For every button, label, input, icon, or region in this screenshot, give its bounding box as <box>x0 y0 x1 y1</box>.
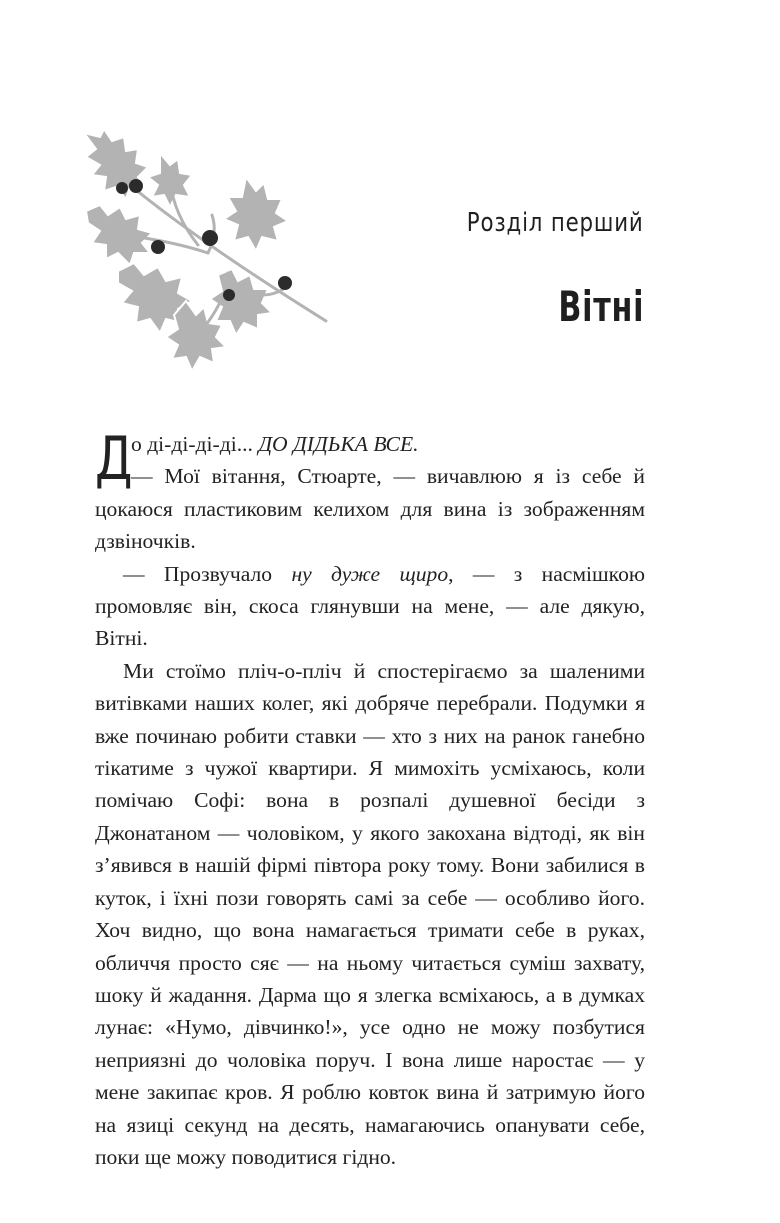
opening-line-plain: о ді-ді-ді-ді... <box>131 432 259 456</box>
paragraph-2-end: , — з насмішкою промовляє він, скоса глянувши на мене, — але дякую, Вітні. <box>95 561 645 651</box>
chapter-body <box>95 424 645 1173</box>
drop-cap: Д <box>95 424 133 494</box>
paragraph-2-start: — Прозвучало <box>123 561 292 586</box>
paragraph-2-emphasis: ну дуже щиро <box>291 561 449 586</box>
holly-branch-icon <box>78 125 330 380</box>
paragraph-2 <box>95 558 645 655</box>
chapter-label: Розділ перший <box>467 208 644 238</box>
opening-line-emphasis: ДО ДІДЬКА ВСЕ. <box>258 432 419 456</box>
chapter-title: Вітні <box>558 282 644 331</box>
opening-line <box>95 424 645 494</box>
paragraph-3: Ми стоїмо пліч-о-пліч й спостерігаємо за шаленими витівками наших колег, які добряче перебрали. Подумки я вже починаю робити ставки — хто з них на ранок ганебно тікатиме з чужої квартири. Я мимохіть усміхаюсь, коли помічаю Софі: вона в розпалі душевної бесіди з Джонатаном — чоловіком, у якого закохана відтоді, як він з’явився в нашій фірмі півтора року тому. Вони забилися в куток, і їхні пози говорять самі за себе — особливо його. Хоч видно, що вона намагається тримати себе в руках, обличчя просто сяє — на ньому читається суміш захвату, шоку й жадання. Дарма що я злегка всміхаюсь, а в думках лунає: «Нумо, дівчинко!», усе одно не можу позбутися неприязні до чоловіка поруч. І вона лише наростає — у мене закипає кров. Я роблю ковток вина й затримую його на язиці секунд на десять, намагаючись опанувати себе, поки ще можу поводитися гідно. <box>95 658 645 1169</box>
paragraph-1: — Мої вітання, Стюарте, — вичавлюю я із себе й цокаюся пластиковим келихом для вина із зображенням дзвіночків. <box>95 464 645 554</box>
